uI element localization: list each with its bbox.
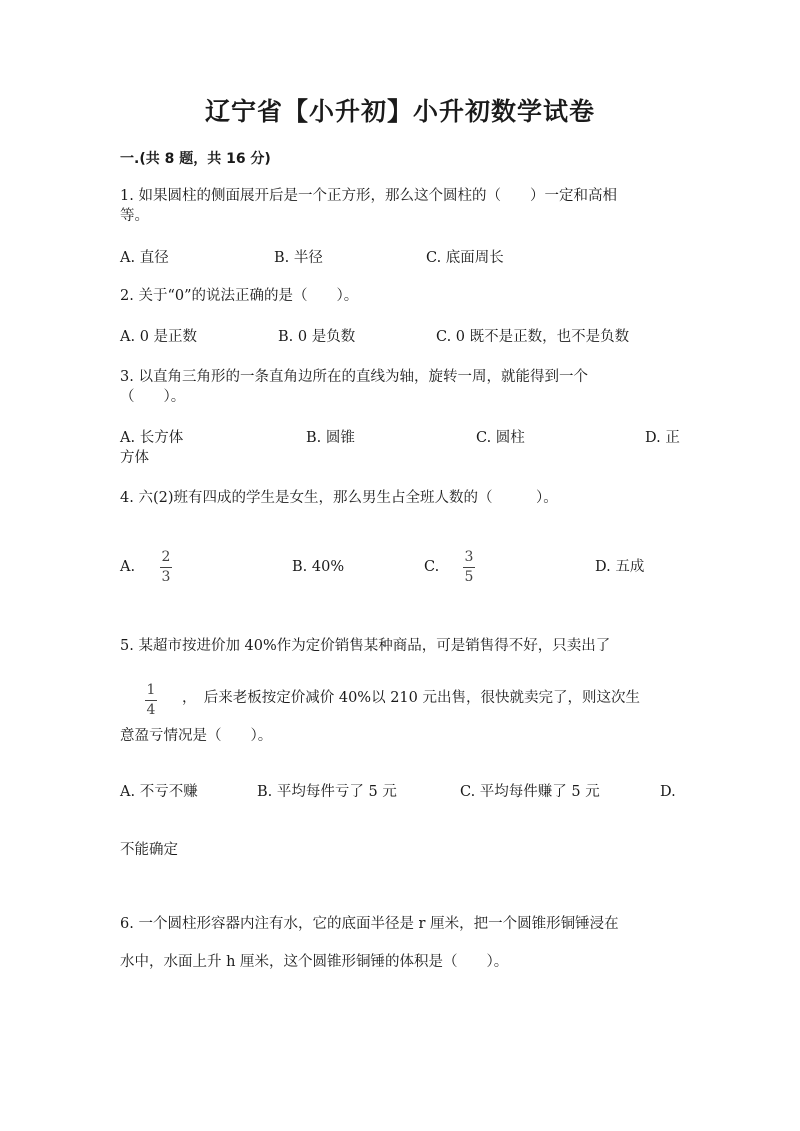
question-1-text: 1. 如果圆柱的侧面展开后是一个正方形，那么这个圆柱的（ ）一定和高相 [120,188,617,204]
fraction-bar [145,700,157,701]
fraction-bar [463,567,475,568]
question-4-option-a: A. [120,559,136,575]
question-5-option-d-wrap: 不能确定 [120,842,178,858]
question-3-text-cont: （ ）。 [120,389,186,405]
fraction-numerator: 1 [146,682,156,698]
question-6-text-cont: 水中，水面上升 h 厘米，这个圆锥形铜锤的体积是（ ）。 [120,954,509,970]
question-5-option-c: C. 平均每件赚了 5 元 [460,784,600,800]
question-3-text: 3. 以直角三角形的一条直角边所在的直线为轴，旋转一周，就能得到一个 [120,369,588,385]
question-5-text-cont: ， 后来老板按定价减价 40%以 210 元出售，很快就卖完了，则这次生 [182,690,640,706]
question-5-text-cont-2: 意盈亏情况是（ ）。 [120,728,273,744]
question-5-option-a: A. 不亏不赚 [120,784,198,800]
question-1-option-b: B. 半径 [274,250,323,266]
question-3-option-d: D. 正 [645,430,680,446]
question-4-option-d: D. 五成 [595,559,645,575]
question-4-fraction-a [160,550,172,585]
question-4-option-c: C. [424,559,440,575]
question-2-option-c: C. 0 既不是正数，也不是负数 [436,329,630,345]
question-3-option-b: B. 圆锥 [306,430,355,446]
question-4-option-b: B. 40% [292,559,345,575]
question-5-option-d: D. [660,784,676,800]
question-5-text: 5. 某超市按进价加 40%作为定价销售某种商品，可是销售得不好，只卖出了 [120,638,611,654]
question-4-text: 4. 六(2)班有四成的学生是女生，那么男生占全班人数的（ ）。 [120,490,558,506]
question-3-option-c: C. 圆柱 [476,430,525,446]
question-1-text-cont: 等。 [120,208,149,224]
fraction-denominator: 4 [146,702,156,718]
question-5-option-b: B. 平均每件亏了 5 元 [257,784,397,800]
question-2-option-b: B. 0 是负数 [278,329,356,345]
question-5-fraction [145,683,157,718]
section-heading: 一.(共 8 题，共 16 分) [120,151,271,167]
question-2-option-a: A. 0 是正数 [120,329,198,345]
question-3-option-d-wrap: 方体 [120,450,149,466]
fraction-numerator: 3 [464,549,474,565]
page-title: 辽宁省【小升初】小升初数学试卷 [204,97,595,126]
fraction-denominator: 5 [464,569,474,585]
question-1-option-c: C. 底面周长 [426,250,504,266]
question-1-option-a: A. 直径 [120,250,169,266]
question-4-fraction-c [463,550,475,585]
fraction-bar [160,567,172,568]
fraction-numerator: 2 [161,549,171,565]
question-6-text: 6. 一个圆柱形容器内注有水，它的底面半径是 r 厘米，把一个圆锥形铜锤浸在 [120,916,619,932]
question-2-text: 2. 关于“0”的说法正确的是（ ）。 [120,288,359,304]
fraction-denominator: 3 [161,569,171,585]
question-3-option-a: A. 长方体 [120,430,184,446]
